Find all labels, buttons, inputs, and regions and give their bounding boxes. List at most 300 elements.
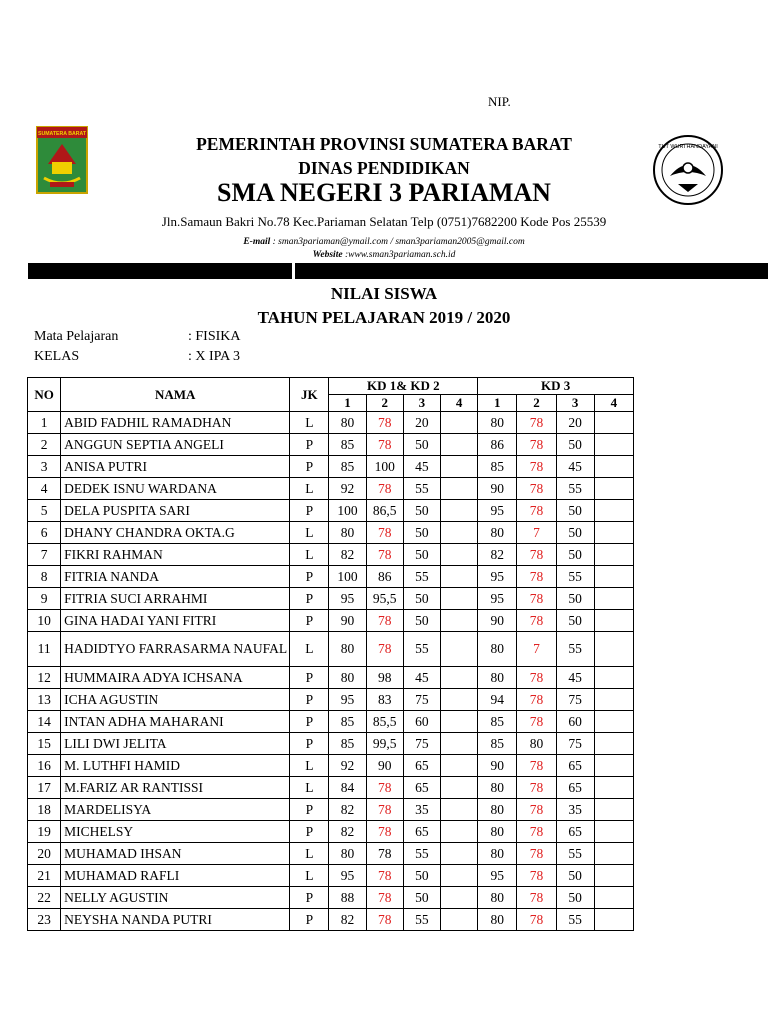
student-name: NELLY AGUSTIN [61, 887, 290, 909]
row-number: 20 [28, 843, 61, 865]
row-number: 23 [28, 909, 61, 931]
kd12-score-2: 78 [366, 865, 403, 887]
kd12-score-1: 95 [329, 588, 366, 610]
kd12-score-3: 35 [403, 799, 440, 821]
kd3-score-2: 78 [517, 412, 556, 434]
row-number: 6 [28, 522, 61, 544]
kd3-score-3: 75 [556, 733, 594, 755]
kd12-score-1: 84 [329, 777, 366, 799]
row-number: 10 [28, 610, 61, 632]
student-name: FIKRI RAHMAN [61, 544, 290, 566]
gender: L [290, 478, 329, 500]
kd3-score-4 [594, 434, 633, 456]
kd3-score-1: 85 [478, 456, 517, 478]
kd12-score-1: 95 [329, 689, 366, 711]
kd3-score-3: 65 [556, 755, 594, 777]
subheader: 3 [403, 395, 440, 412]
kd3-score-2: 78 [517, 755, 556, 777]
website-value: :www.sman3pariaman.sch.id [342, 250, 456, 260]
table-row [28, 711, 634, 733]
kd12-score-4 [440, 865, 477, 887]
kd12-score-2: 99,5 [366, 733, 403, 755]
kd3-score-3: 50 [556, 887, 594, 909]
kd12-score-3: 50 [403, 887, 440, 909]
kd3-score-2: 78 [517, 566, 556, 588]
kd3-score-1: 80 [478, 777, 517, 799]
gender: L [290, 865, 329, 887]
kd3-score-1: 90 [478, 755, 517, 777]
kd12-score-1: 92 [329, 478, 366, 500]
kd12-score-3: 50 [403, 522, 440, 544]
row-number: 21 [28, 865, 61, 887]
kd3-score-4 [594, 478, 633, 500]
header-divider-left [28, 263, 292, 279]
website-label: Website [312, 250, 343, 260]
class-value: : X IPA 3 [188, 349, 241, 364]
student-name: DEDEK ISNU WARDANA [61, 478, 290, 500]
kd12-score-4 [440, 755, 477, 777]
table-row [28, 777, 634, 799]
table-row [28, 733, 634, 755]
kd12-score-4 [440, 632, 477, 667]
student-name: NEYSHA NANDA PUTRI [61, 909, 290, 931]
kd12-score-1: 82 [329, 544, 366, 566]
student-name: LILI DWI JELITA [61, 733, 290, 755]
svg-text:SUMATERA BARAT: SUMATERA BARAT [37, 131, 87, 137]
kd3-score-4 [594, 689, 633, 711]
kd3-score-2: 78 [517, 588, 556, 610]
kd3-score-4 [594, 632, 633, 667]
kd12-score-4 [440, 887, 477, 909]
table-row [28, 632, 634, 667]
kd12-score-3: 50 [403, 588, 440, 610]
kd12-score-3: 50 [403, 865, 440, 887]
kd3-score-4 [594, 500, 633, 522]
kd3-score-1: 95 [478, 588, 517, 610]
kd12-score-1: 100 [329, 500, 366, 522]
kd3-score-3: 50 [556, 865, 594, 887]
kd12-score-3: 45 [403, 456, 440, 478]
kd3-score-2: 78 [517, 865, 556, 887]
kd3-score-2: 78 [517, 667, 556, 689]
kd12-score-3: 65 [403, 821, 440, 843]
kd3-score-2: 78 [517, 799, 556, 821]
student-name: FITRIA NANDA [61, 566, 290, 588]
kd12-score-2: 98 [366, 667, 403, 689]
kd12-score-1: 80 [329, 522, 366, 544]
kd3-score-3: 45 [556, 456, 594, 478]
kd12-score-1: 100 [329, 566, 366, 588]
kd3-score-4 [594, 610, 633, 632]
kd3-score-4 [594, 799, 633, 821]
row-number: 22 [28, 887, 61, 909]
gender: L [290, 412, 329, 434]
kd3-score-1: 95 [478, 865, 517, 887]
kd12-score-2: 78 [366, 610, 403, 632]
kd3-score-3: 45 [556, 667, 594, 689]
row-number: 12 [28, 667, 61, 689]
table-row [28, 500, 634, 522]
subheader: 2 [366, 395, 403, 412]
student-name: HUMMAIRA ADYA ICHSANA [61, 667, 290, 689]
kd3-score-1: 95 [478, 566, 517, 588]
gender: L [290, 843, 329, 865]
kd12-score-2: 78 [366, 544, 403, 566]
kd12-score-2: 78 [366, 821, 403, 843]
gender: P [290, 733, 329, 755]
row-number: 19 [28, 821, 61, 843]
student-name: GINA HADAI YANI FITRI [61, 610, 290, 632]
subheader: 4 [594, 395, 633, 412]
kd12-score-3: 55 [403, 632, 440, 667]
subheader: 1 [478, 395, 517, 412]
government-title: PEMERINTAH PROVINSI SUMATERA BARAT [196, 134, 572, 154]
school-website [0, 250, 768, 260]
kd12-score-3: 75 [403, 733, 440, 755]
row-number: 11 [28, 632, 61, 667]
row-number: 9 [28, 588, 61, 610]
kd12-score-4 [440, 733, 477, 755]
kd3-score-2: 78 [517, 909, 556, 931]
table-row [28, 887, 634, 909]
kd3-score-2: 80 [517, 733, 556, 755]
table-row [28, 522, 634, 544]
student-name: MARDELISYA [61, 799, 290, 821]
kd3-score-1: 86 [478, 434, 517, 456]
kd12-score-4 [440, 610, 477, 632]
table-row [28, 821, 634, 843]
student-name: MUHAMAD IHSAN [61, 843, 290, 865]
kd12-score-1: 80 [329, 843, 366, 865]
gender: P [290, 711, 329, 733]
kd12-score-2: 85,5 [366, 711, 403, 733]
kd3-score-2: 7 [517, 632, 556, 667]
svg-text:TUT WURI HANDAYANI: TUT WURI HANDAYANI [658, 144, 718, 150]
kd3-score-1: 94 [478, 689, 517, 711]
kd12-score-1: 80 [329, 412, 366, 434]
kd3-score-2: 78 [517, 478, 556, 500]
student-name: INTAN ADHA MAHARANI [61, 711, 290, 733]
gender: P [290, 610, 329, 632]
kd12-score-1: 85 [329, 733, 366, 755]
row-number: 3 [28, 456, 61, 478]
document-title: NILAI SISWA [330, 284, 438, 303]
kd3-score-2: 78 [517, 711, 556, 733]
table-row [28, 755, 634, 777]
kd3-score-1: 85 [478, 711, 517, 733]
kd12-score-1: 82 [329, 821, 366, 843]
kd12-score-1: 82 [329, 909, 366, 931]
gender: L [290, 777, 329, 799]
row-number: 15 [28, 733, 61, 755]
student-name: DHANY CHANDRA OKTA.G [61, 522, 290, 544]
kd12-score-1: 85 [329, 434, 366, 456]
kd12-score-2: 78 [366, 632, 403, 667]
kd3-score-2: 78 [517, 689, 556, 711]
school-name: SMA NEGERI 3 PARIAMAN [217, 178, 551, 207]
kd12-score-1: 88 [329, 887, 366, 909]
kd12-score-2: 86 [366, 566, 403, 588]
kd12-score-3: 20 [403, 412, 440, 434]
kd12-score-4 [440, 566, 477, 588]
kd3-score-2: 78 [517, 544, 556, 566]
gender: P [290, 909, 329, 931]
table-row [28, 544, 634, 566]
kd12-score-1: 82 [329, 799, 366, 821]
kd12-score-2: 95,5 [366, 588, 403, 610]
kd3-score-1: 95 [478, 500, 517, 522]
kd3-score-3: 55 [556, 909, 594, 931]
gender: P [290, 887, 329, 909]
kd12-score-1: 95 [329, 865, 366, 887]
kd12-score-4 [440, 522, 477, 544]
kd12-score-2: 78 [366, 434, 403, 456]
student-name: MICHELSY [61, 821, 290, 843]
kd12-score-3: 65 [403, 755, 440, 777]
kd3-score-4 [594, 777, 633, 799]
kd12-score-2: 78 [366, 412, 403, 434]
row-number: 1 [28, 412, 61, 434]
kd3-score-3: 65 [556, 821, 594, 843]
table-row [28, 865, 634, 887]
kd12-score-2: 83 [366, 689, 403, 711]
gender: L [290, 632, 329, 667]
kd12-score-3: 60 [403, 711, 440, 733]
kd3-score-1: 80 [478, 667, 517, 689]
kd12-score-4 [440, 478, 477, 500]
kd3-score-1: 90 [478, 478, 517, 500]
table-row [28, 566, 634, 588]
row-number: 16 [28, 755, 61, 777]
kd3-score-3: 50 [556, 588, 594, 610]
kd12-score-4 [440, 799, 477, 821]
school-address: Jln.Samaun Bakri No.78 Kec.Pariaman Selatan Telp (0751)7682200 Kode Pos 25539 [161, 214, 607, 229]
kd12-score-4 [440, 544, 477, 566]
student-name: ANGGUN SEPTIA ANGELI [61, 434, 290, 456]
gender: P [290, 689, 329, 711]
kd3-score-4 [594, 522, 633, 544]
kd3-score-3: 50 [556, 500, 594, 522]
table-row [28, 667, 634, 689]
row-number: 18 [28, 799, 61, 821]
table-row [28, 909, 634, 931]
subheader: 1 [329, 395, 366, 412]
kd12-score-2: 78 [366, 909, 403, 931]
gender: L [290, 544, 329, 566]
table-row [28, 588, 634, 610]
row-number: 17 [28, 777, 61, 799]
kd3-score-4 [594, 821, 633, 843]
kd12-score-3: 75 [403, 689, 440, 711]
gender: P [290, 456, 329, 478]
table-row [28, 689, 634, 711]
email-label: E-mail [243, 237, 271, 247]
student-name: ICHA AGUSTIN [61, 689, 290, 711]
kd3-score-4 [594, 733, 633, 755]
gender: P [290, 667, 329, 689]
student-name: ABID FADHIL RAMADHAN [61, 412, 290, 434]
kd12-score-1: 85 [329, 711, 366, 733]
kd3-score-3: 50 [556, 610, 594, 632]
kd12-score-2: 100 [366, 456, 403, 478]
kd3-score-3: 60 [556, 711, 594, 733]
nip-label: NIP. [488, 94, 511, 109]
kd3-score-4 [594, 667, 633, 689]
kd12-score-3: 55 [403, 843, 440, 865]
gender: P [290, 821, 329, 843]
kd3-score-4 [594, 909, 633, 931]
kd12-score-1: 80 [329, 667, 366, 689]
kd3-score-1: 85 [478, 733, 517, 755]
kd12-score-4 [440, 909, 477, 931]
header-nama: NAMA [61, 378, 290, 412]
row-number: 8 [28, 566, 61, 588]
email-value: : sman3pariaman@ymail.com / sman3pariaman2005@gmail.com [270, 237, 525, 247]
kd12-score-1: 80 [329, 632, 366, 667]
subheader: 4 [440, 395, 477, 412]
kd3-score-4 [594, 865, 633, 887]
kd12-score-4 [440, 456, 477, 478]
kd12-score-4 [440, 434, 477, 456]
gender: P [290, 434, 329, 456]
kd12-score-3: 50 [403, 434, 440, 456]
kd12-score-4 [440, 588, 477, 610]
class-label: KELAS [34, 349, 80, 364]
kd12-score-3: 50 [403, 500, 440, 522]
kd3-score-3: 20 [556, 412, 594, 434]
kd3-score-2: 78 [517, 456, 556, 478]
kd12-score-2: 78 [366, 843, 403, 865]
kd12-score-4 [440, 821, 477, 843]
student-name: DELA PUSPITA SARI [61, 500, 290, 522]
kd12-score-2: 86,5 [366, 500, 403, 522]
kd3-score-3: 55 [556, 566, 594, 588]
kd3-score-4 [594, 711, 633, 733]
row-number: 7 [28, 544, 61, 566]
gender: L [290, 755, 329, 777]
table-row [28, 478, 634, 500]
subheader: 2 [517, 395, 556, 412]
table-row [28, 799, 634, 821]
department-title: DINAS PENDIDIKAN [298, 158, 470, 178]
table-row [28, 434, 634, 456]
student-name: MUHAMAD RAFLI [61, 865, 290, 887]
kd12-score-2: 78 [366, 478, 403, 500]
kd12-score-2: 78 [366, 522, 403, 544]
kd3-score-2: 78 [517, 821, 556, 843]
kd3-score-3: 75 [556, 689, 594, 711]
student-name: M.FARIZ AR RANTISSI [61, 777, 290, 799]
kd12-score-3: 65 [403, 777, 440, 799]
row-number: 14 [28, 711, 61, 733]
kd3-score-1: 80 [478, 522, 517, 544]
kd12-score-4 [440, 667, 477, 689]
kd3-score-2: 78 [517, 500, 556, 522]
kd12-score-3: 55 [403, 478, 440, 500]
kd3-score-4 [594, 412, 633, 434]
kd3-score-3: 35 [556, 799, 594, 821]
grades-table [27, 377, 634, 931]
grade-rows [28, 412, 634, 931]
kd3-score-2: 78 [517, 434, 556, 456]
table-row [28, 412, 634, 434]
kd3-score-3: 55 [556, 843, 594, 865]
kd3-score-4 [594, 588, 633, 610]
table-row [28, 456, 634, 478]
kd3-score-4 [594, 456, 633, 478]
kd12-score-3: 45 [403, 667, 440, 689]
kd3-score-4 [594, 566, 633, 588]
school-email [0, 237, 768, 247]
academic-year-title: TAHUN PELAJARAN 2019 / 2020 [257, 308, 511, 327]
kd12-score-4 [440, 689, 477, 711]
kd12-score-2: 78 [366, 799, 403, 821]
gender: P [290, 588, 329, 610]
kd12-score-4 [440, 843, 477, 865]
kd12-score-3: 50 [403, 610, 440, 632]
gender: P [290, 566, 329, 588]
kd3-score-4 [594, 544, 633, 566]
kd3-score-4 [594, 755, 633, 777]
kd3-score-3: 65 [556, 777, 594, 799]
kd3-score-1: 90 [478, 610, 517, 632]
student-name: ANISA PUTRI [61, 456, 290, 478]
row-number: 13 [28, 689, 61, 711]
kd3-score-2: 78 [517, 610, 556, 632]
kd3-score-1: 80 [478, 799, 517, 821]
subject-label: Mata Pelajaran [34, 329, 119, 344]
header-kd3: KD 3 [478, 378, 634, 395]
row-number: 2 [28, 434, 61, 456]
kd12-score-4 [440, 777, 477, 799]
kd3-score-3: 50 [556, 522, 594, 544]
kd12-score-2: 90 [366, 755, 403, 777]
kd3-score-1: 82 [478, 544, 517, 566]
kd12-score-3: 55 [403, 566, 440, 588]
kd3-score-1: 80 [478, 821, 517, 843]
kd12-score-1: 92 [329, 755, 366, 777]
kd3-score-2: 78 [517, 843, 556, 865]
gender: P [290, 799, 329, 821]
kd3-score-1: 80 [478, 843, 517, 865]
kd12-score-4 [440, 500, 477, 522]
student-name: HADIDTYO FARRASARMA NAUFAL [61, 632, 290, 667]
kd3-score-3: 50 [556, 544, 594, 566]
kd3-score-3: 55 [556, 632, 594, 667]
kd3-score-1: 80 [478, 909, 517, 931]
subheader: 3 [556, 395, 594, 412]
subject-value: : FISIKA [188, 329, 241, 344]
table-row [28, 843, 634, 865]
header-divider-right [295, 263, 768, 279]
header-jk: JK [290, 378, 329, 412]
kd3-score-1: 80 [478, 632, 517, 667]
kd12-score-1: 90 [329, 610, 366, 632]
kd3-score-2: 78 [517, 777, 556, 799]
student-name: M. LUTHFI HAMID [61, 755, 290, 777]
header-no: NO [28, 378, 61, 412]
kd12-score-3: 55 [403, 909, 440, 931]
kd12-score-3: 50 [403, 544, 440, 566]
kd12-score-4 [440, 711, 477, 733]
kd12-score-1: 85 [329, 456, 366, 478]
kd3-score-4 [594, 843, 633, 865]
table-row [28, 610, 634, 632]
kd3-score-3: 55 [556, 478, 594, 500]
kd3-score-2: 7 [517, 522, 556, 544]
gender: P [290, 500, 329, 522]
row-number: 5 [28, 500, 61, 522]
